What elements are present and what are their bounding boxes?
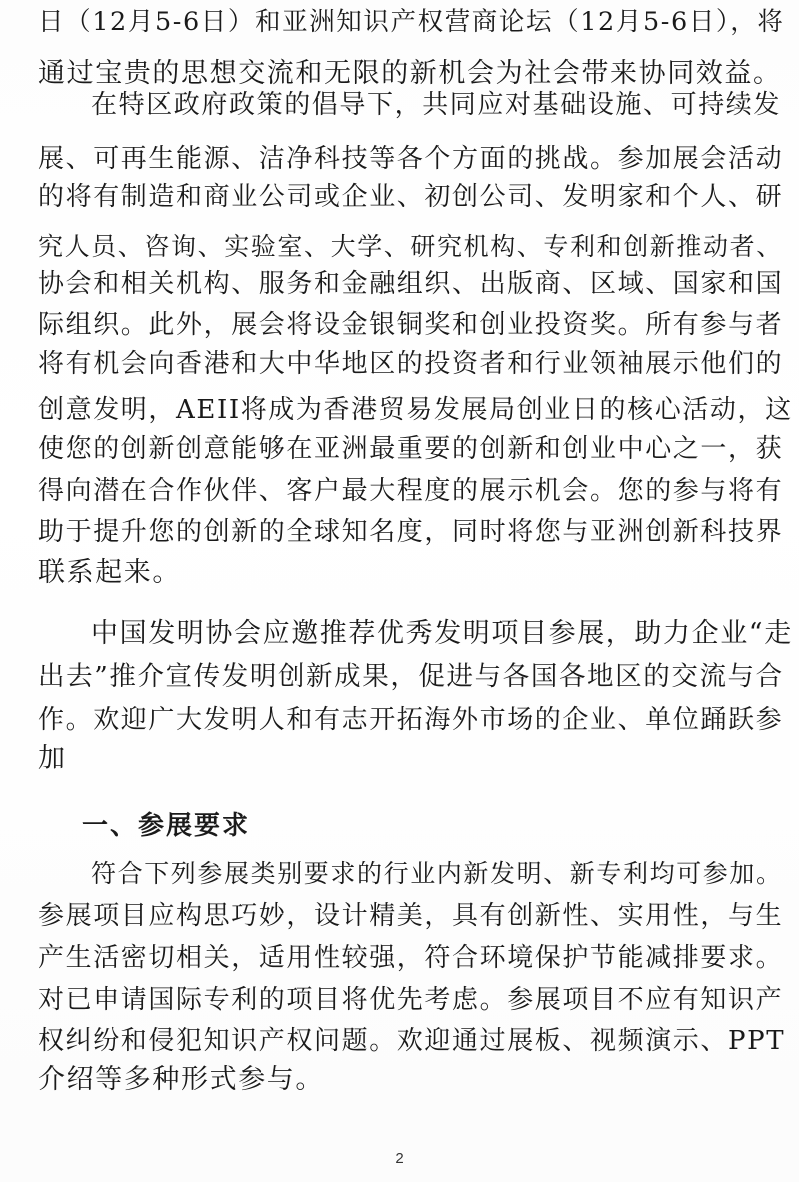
text-line: 际组织。此外，展会将设金银铜奖和创业投资奖。所有参与者 [38, 310, 784, 340]
text-line: 创意发明，AEII将成为香港贸易发展局创业日的核心活动，这 [38, 395, 793, 425]
text-line: 权纠纷和侵犯知识产权问题。欢迎通过展板、视频演示、PPT [38, 1026, 786, 1056]
text-line: 在特区政府政策的倡导下，共同应对基础设施、可持续发 [91, 90, 782, 120]
text-line: 联系起来。 [38, 557, 181, 588]
text-line: 出去”推介宣传发明创新成果，促进与各国各地区的交流与合 [38, 661, 784, 692]
text-line: 参展项目应构思巧妙，设计精美，具有创新性、实用性，与生 [38, 901, 784, 931]
text-line: 将有机会向香港和大中华地区的投资者和行业领袖展示他们的 [38, 349, 784, 379]
section-heading: 一、参展要求 [82, 811, 251, 841]
text-line: 作。欢迎广大发明人和有志开拓海外市场的企业、单位踊跃参 [38, 705, 784, 735]
text-line: 的将有制造和商业公司或企业、初创公司、发明家和个人、研 [38, 182, 784, 212]
text-line: 介绍等多种形式参与。 [38, 1064, 324, 1095]
text-line: 使您的创新创意能够在亚洲最重要的创新和创业中心之一，获 [38, 434, 784, 464]
text-line: 助于提升您的创新的全球知名度，同时将您与亚洲创新科技界 [38, 517, 784, 547]
text-line: 对已申请国际专利的项目将优先考虑。参展项目不应有知识产 [38, 985, 784, 1015]
text-line: 通过宝贵的思想交流和无限的新机会为社会带来协同效益。 [38, 58, 782, 89]
text-line: 符合下列参展类别要求的行业内新发明、新专利均可参加。 [91, 859, 783, 888]
text-line: 协会和相关机构、服务和金融组织、出版商、区域、国家和国 [38, 269, 784, 299]
text-line: 日（12月5-6日）和亚洲知识产权营商论坛（12月5-6日），将 [38, 7, 785, 37]
text-line: 产生活密切相关，适用性较强，符合环境保护节能减排要求。 [38, 943, 784, 973]
page-number: 2 [395, 1150, 404, 1167]
text-line: 中国发明协会应邀推荐优秀发明项目参展，助力企业“走 [91, 618, 793, 649]
text-line: 得向潜在合作伙伴、客户最大程度的展示机会。您的参与将有 [38, 476, 784, 506]
text-line: 加 [38, 743, 67, 774]
text-line: 展、可再生能源、洁净科技等各个方面的挑战。参加展会活动 [38, 144, 784, 174]
text-line: 究人员、咨询、实验室、大学、研究机构、专利和创新推动者、 [38, 232, 783, 261]
